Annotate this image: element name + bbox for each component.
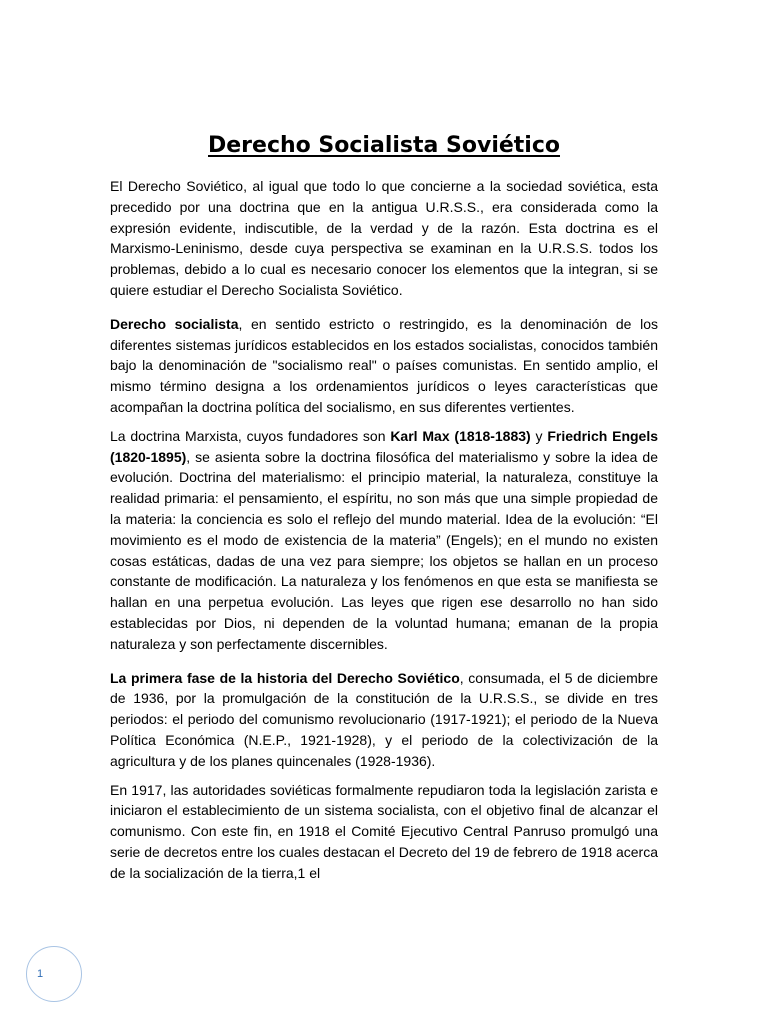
paragraph-doctrina-marxista xyxy=(110,426,658,655)
bold-term: La primera fase de la historia del Derecho Soviético xyxy=(110,669,460,686)
paragraph-text: y xyxy=(530,427,548,444)
document-body xyxy=(110,176,658,892)
paragraph-text: , consumada, el 5 de diciembre de 1936, por la promulgación de la constitución de la U.R.S.S., se divide en tres periodos: el periodo del comunismo revolucionario (1917-1921); el periodo de la Nueva Política Económica (N.E.P., 1921-1928), y el periodo de la colectivización de la agricultura y de los planes quincenales (1928-1936). xyxy=(110,669,658,769)
paragraph-text: , se asienta sobre la doctrina filosófica del materialismo y sobre la idea de evolución. Doctrina del materialismo: el principio material, la naturaleza, constituye la realidad primaria: el pensamiento, el espíritu, no son más que una simple propiedad de la materia: la conciencia es solo el reflejo del mundo material. Idea de la evolución: “El movimiento es el modo de existencia de la materia” (Engels); en el mundo no existen cosas estáticas, dadas de una vez para siempre; los objetos se hallan en un proceso constante de modificación. La naturaleza y los fenómenos en que esta se manifiesta se hallan en una perpetua evolución. Las leyes que rigen ese desarrollo no han sido establecidas por Dios, ni dependen de la voluntad humana; emanan de la propia naturaleza y son perfectamente discernibles. xyxy=(110,448,658,652)
paragraph-intro: El Derecho Soviético, al igual que todo lo que concierne a la sociedad soviética, esta precedido por una doctrina que en la antigua U.R.S.S., era considerada como la expresión evidente, indiscutible, de la verdad y de la razón. Esta doctrina es el Marxismo-Leninismo, desde cuya perspectiva se examinan en la U.R.S.S. todos los problemas, debido a lo cual es necesario conocer los elementos que la integran, si se quiere estudiar el Derecho Socialista Soviético. xyxy=(110,178,658,298)
bold-term: Karl Max (1818-1883) xyxy=(390,427,531,444)
page-number-badge xyxy=(26,946,82,1002)
paragraph-primera-fase xyxy=(110,668,658,772)
bold-term: Friedrich Engels (1820-1895) xyxy=(110,427,659,465)
paragraph-1917: En 1917, las autoridades soviéticas formalmente repudiaron toda la legislación zarista e iniciaron el establecimiento de un sistema socialista, con el objetivo final de alcanzar el comunismo. Con este fin, en 1918 el Comité Ejecutivo Central Panruso promulgó una serie de decretos entre los cuales destacan el Decreto del 19 de febrero de 1918 acerca de la socialización de la tierra,1 el xyxy=(110,781,658,881)
bold-term: Derecho socialista xyxy=(110,315,239,332)
paragraph-text: , en sentido estricto o restringido, es la denominación de los diferentes sistemas jurídicos establecidos en los estados socialistas, conocidos también bajo la denominación de "socialismo real" o países comunistas. En sentido amplio, el mismo término designa a los ordenamientos jurídicos o leyes características que acompañan la doctrina política del socialismo, en sus diferentes vertientes. xyxy=(110,315,658,415)
paragraph-derecho-socialista xyxy=(110,314,658,418)
paragraph-text: La doctrina Marxista, cuyos fundadores son xyxy=(110,427,391,444)
document-title: Derecho Socialista Soviético xyxy=(208,133,560,158)
page-number: 1 xyxy=(36,968,44,980)
